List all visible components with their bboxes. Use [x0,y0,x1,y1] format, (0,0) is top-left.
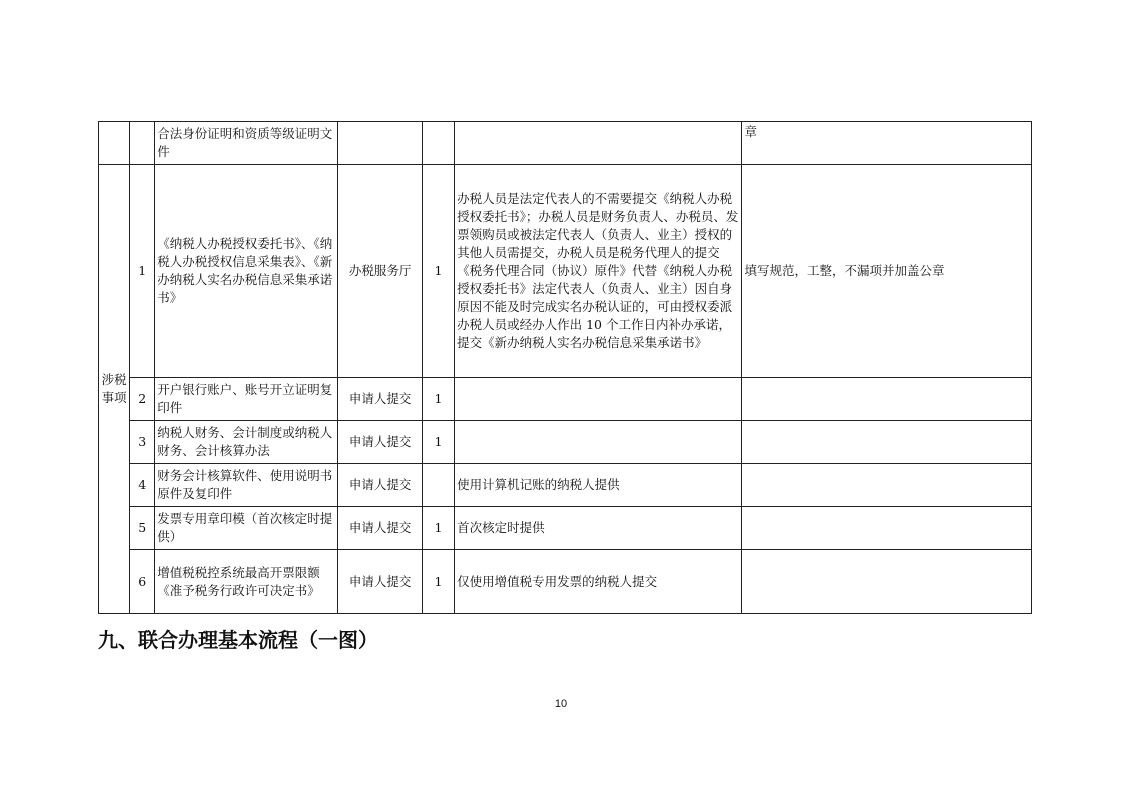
qty-cell [422,464,454,507]
materials-table [98,121,1032,614]
no-cell: 4 [130,464,155,507]
name-cell: 开户银行账户、账号开立证明复印件 [155,378,338,421]
source-cell [338,122,422,165]
qty-cell: 1 [422,421,454,464]
table-row [99,550,1032,614]
no-cell: 2 [130,378,155,421]
qty-cell: 1 [422,165,454,378]
table-row [99,378,1032,421]
no-cell: 6 [130,550,155,614]
requirement-cell [742,421,1032,464]
category-label: 涉税事项 [101,372,127,405]
name-cell: 增值税税控系统最高开票限额《准予税务行政许可决定书》 [155,550,338,614]
requirement-cell [742,550,1032,614]
table-row-continued [99,122,1032,165]
table-row [99,464,1032,507]
no-cell [130,122,155,165]
page-number: 10 [554,698,568,710]
name-cell: 纳税人财务、会计制度或纳税人财务、会计核算办法 [155,421,338,464]
requirement-cell [742,507,1032,550]
table-row [99,165,1032,378]
requirement-cell [742,464,1032,507]
source-cell: 申请人提交 [338,550,422,614]
category-cell [99,165,130,614]
qty-cell: 1 [422,378,454,421]
name-cell: 财务会计核算软件、使用说明书原件及复印件 [155,464,338,507]
source-cell: 申请人提交 [338,464,422,507]
note-cell [455,378,742,421]
note-cell: 仅使用增值税专用发票的纳税人提交 [455,550,742,614]
note-cell [455,421,742,464]
category-cell-blank [99,122,130,165]
requirement-cell: 章 [742,122,1032,165]
no-cell: 1 [130,165,155,378]
section-heading: 九、联合办理基本流程（一图） [98,628,378,652]
qty-cell: 1 [422,550,454,614]
source-cell: 申请人提交 [338,421,422,464]
qty-cell [422,122,454,165]
name-cell: 发票专用章印模（首次核定时提供） [155,507,338,550]
name-cell: 《纳税人办税授权委托书》、《纳税人办税授权信息采集表》、《新办纳税人实名办税信息采集承诺书》 [155,165,338,378]
table-row [99,421,1032,464]
note-cell: 办税人员是法定代表人的不需要提交《纳税人办税授权委托书》；办税人员是财务负责人、办税员、发票领购员或被法定代表人（负责人、业主）授权的其他人员需提交，办税人员是税务代理人的提交《税务代理合同（协议）原件》代替《纳税人办税授权委托书》法定代表人（负责人、业主）因自身原因不能及时完成实名办税认证的，可由授权委派办税人员或经办人作出 10 个工作日内补办承诺，提交《新办纳税人实名办税信息采集承诺书》 [455,165,742,378]
qty-cell: 1 [422,507,454,550]
no-cell: 3 [130,421,155,464]
table-row [99,507,1032,550]
source-cell: 申请人提交 [338,378,422,421]
name-cell: 合法身份证明和资质等级证明文件 [155,122,338,165]
note-cell [455,122,742,165]
note-cell: 首次核定时提供 [455,507,742,550]
source-cell: 申请人提交 [338,507,422,550]
no-cell: 5 [130,507,155,550]
requirement-cell [742,378,1032,421]
requirement-cell: 填写规范，工整，不漏项并加盖公章 [742,165,1032,378]
source-cell: 办税服务厅 [338,165,422,378]
note-cell: 使用计算机记账的纳税人提供 [455,464,742,507]
